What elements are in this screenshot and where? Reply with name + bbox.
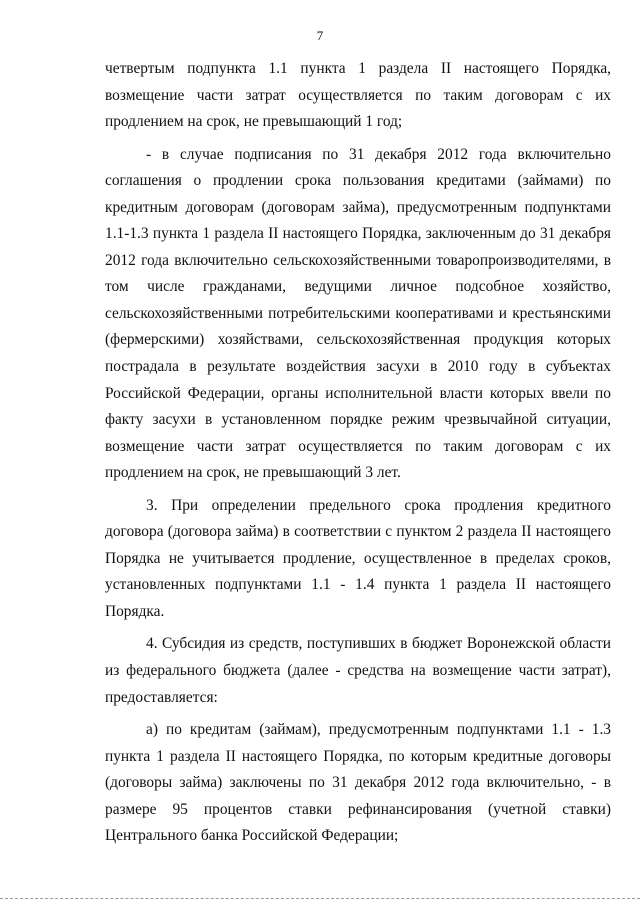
document-body <box>105 56 611 850</box>
paragraph-drought-extension: - в случае подписания по 31 декабря 2012 года включительно соглашения о продлении срока пользования кредитами (займами) по кредитным договорам (договорам займа), предусмотренным подпунктами 1.1-1.3 пункта 1 раздела II настоящего Порядка, заключенным до 31 декабря 2012 года включительно сельскохозяйственными товаропроизводителями, в том числе гражданами, ведущими личное подсобное хозяйство, сельскохозяйственными потребительскими кооперативами и крестьянскими (фермерскими) хозяйствами, сельскохозяйственная продукция которых пострадала в результате воздействия засухи в 2010 году в субъектах Российской Федерации, органы исполнительной власти которых ввели по факту засухи в установленном порядке режим чрезвычайной ситуации, возмещение части затрат осуществляется по таким договорам с их продлением на срок, не превышающий 3 лет. <box>105 145 611 482</box>
paragraph-item-4a: а) по кредитам (займам), предусмотренным подпунктами 1.1 - 1.3 пункта 1 раздела II настоящего Порядка, по которым кредитные договоры (договоры займа) заключены по 31 декабря 2012 года включительно, - в размере 95 процентов ставки рефинансирования (учетной ставки) Центрального банка Российской Федерации; <box>105 721 611 845</box>
paragraph-item-3: 3. При определении предельного срока продления кредитного договора (договора займа) в соответствии с пунктом 2 раздела II настоящего Порядка не учитывается продление, осуществленное в пределах сроков, установленных подпунктами 1.1 - 1.4 пункта 1 раздела II настоящего Порядка. <box>105 496 611 620</box>
page-bottom-rule <box>0 898 640 899</box>
paragraph-item-4: 4. Субсидия из средств, поступивших в бюджет Воронежской области из федерального бюджета (далее - средства на возмещение части затрат), предоставляется: <box>105 635 611 706</box>
page-number: 7 <box>316 28 324 43</box>
paragraph-continuation: четвертым подпункта 1.1 пункта 1 раздела II настоящего Порядка, возмещение части затрат осуществляется по таким договорам с их продлением на срок, не превышающий 1 год; <box>105 60 611 131</box>
